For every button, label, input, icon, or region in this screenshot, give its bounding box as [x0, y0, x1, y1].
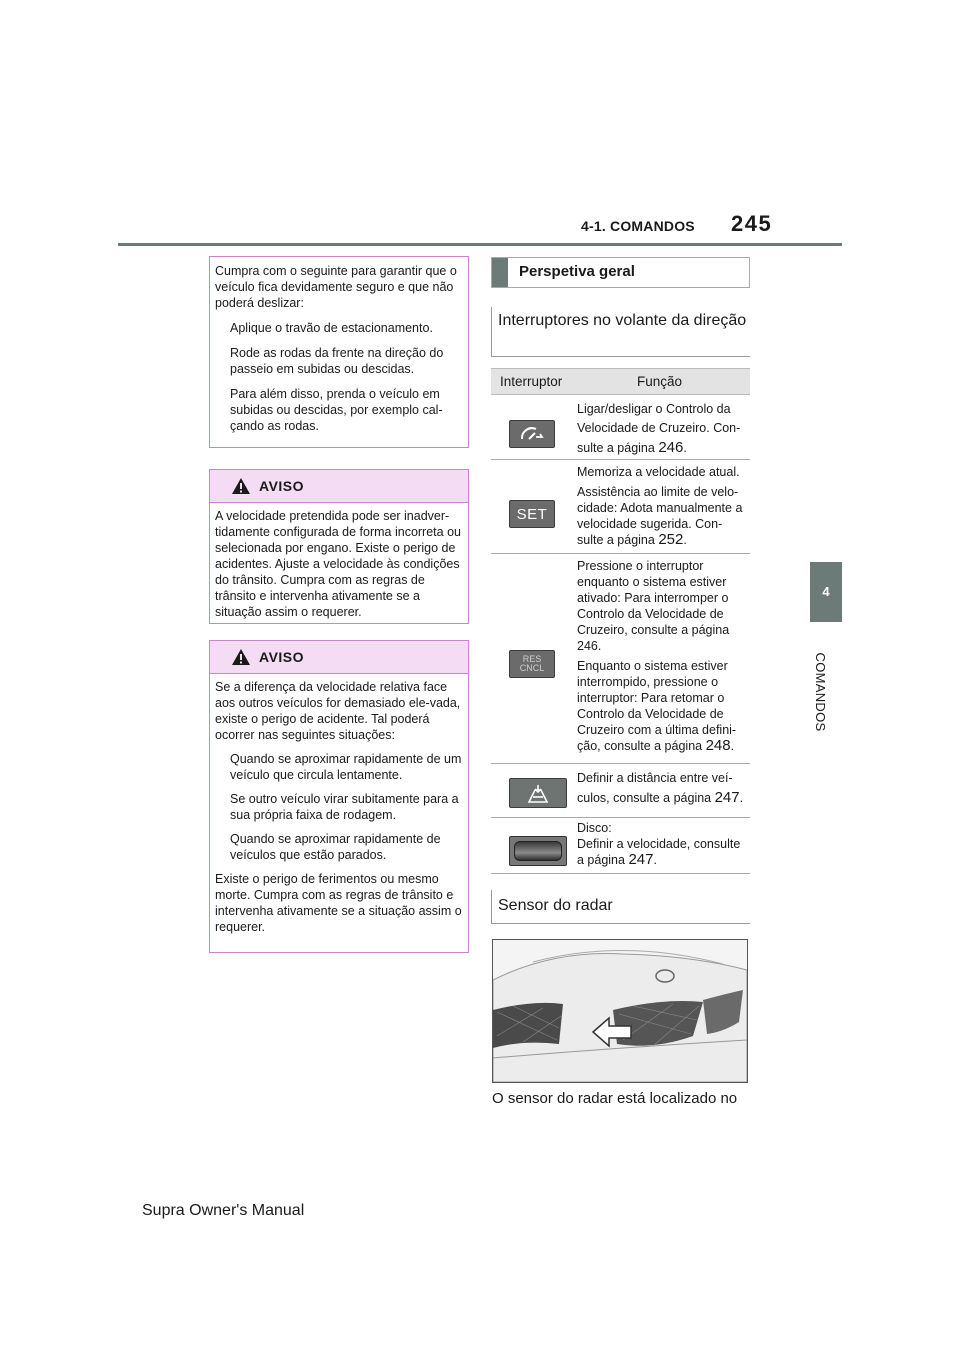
page-ref[interactable]: 248	[705, 737, 731, 754]
row-function: Memoriza a velocidade atual.	[577, 465, 740, 479]
table-header	[491, 368, 750, 395]
header-rule	[118, 243, 842, 246]
warning-text: A velocidade pretendida pode ser inadver-tidamente configurada de forma incorreta ou selecionada por engano. Existe o perigo de acidentes. Ajuste a velocidade às condições do trânsito. Cumpra com as regras de trânsito e intervenha ativamente se a situação assim o requerer.	[215, 509, 461, 619]
row-function: Pressione o interruptor enquanto o sistema estiver ativado: Para interromper o Controlo da Velocidade de Cruzeiro, consulte a página 246.	[577, 559, 730, 653]
table-row: SET Memoriza a velocidade atual. Assistência ao limite de velo-cidade: Adota manualmente a velocidade sugerida. Con- sulte a página 252.	[491, 460, 750, 554]
radar-caption: O sensor do radar está localizado no	[492, 1090, 738, 1107]
warning-icon	[231, 477, 251, 495]
table-row: Ligar/desligar o Controlo da Velocidade de Cruzeiro. Con- sulte a página 246.	[491, 396, 750, 460]
page-ref[interactable]: 247	[714, 789, 740, 806]
radar-sensor-illustration	[492, 939, 748, 1083]
page-ref[interactable]: 252	[658, 531, 684, 548]
cruise-control-icon	[509, 420, 555, 448]
warning-item: Se outro veículo virar subitamente para a sua própria faixa de rodagem.	[230, 792, 459, 822]
page-number: 245	[731, 211, 773, 236]
row-function: Definir a velocidade, consulte	[577, 837, 741, 851]
warning-title: AVISO	[259, 649, 305, 665]
table-row: Definir a distância entre veí- culos, consulte a página 247.	[491, 764, 750, 818]
warning-header	[210, 641, 468, 674]
warning-title: AVISO	[259, 478, 305, 494]
chapter-tab: 4	[810, 562, 842, 622]
page-ref[interactable]: 246	[658, 439, 684, 456]
row-function: Velocidade de Cruzeiro. Con-	[577, 421, 741, 435]
warning-icon	[231, 648, 251, 666]
row-function: Disco:	[577, 821, 612, 835]
heading-bar	[492, 258, 508, 287]
row-function: Enquanto o sistema estiver interrompido, pressione o interruptor: Para retomar o Controlo da Velocidade de Cruzeiro com a última defini-	[577, 659, 737, 737]
row-function: Ligar/desligar o Controlo da	[577, 402, 731, 416]
subheading-switches: Interruptores no volante da direção	[491, 307, 750, 357]
overview-heading	[491, 257, 750, 288]
note-intro: Cumpra com o seguinte para garantir que o veículo fica devidamente seguro e que não poderá deslizar:	[215, 264, 457, 310]
rocker-disc-icon	[509, 836, 567, 866]
warning-intro: Se a diferença da velocidade relativa face aos outros veículos for demasiado ele-vada, existe o perigo de acidente. Tal poderá ocorrer nas seguintes situações:	[215, 680, 461, 742]
note-item: Aplique o travão de estacionamento.	[230, 321, 433, 335]
row-function: Assistência ao limite de velo-cidade: Adota manualmente a velocidade sugerida. Con-	[577, 485, 743, 531]
page-ref[interactable]: 247	[628, 851, 654, 868]
col-function: Função	[637, 374, 683, 389]
footer-manual-title: Supra Owner's Manual	[142, 1202, 305, 1219]
col-switch: Interruptor	[500, 374, 563, 389]
table-row: Disco: Definir a velocidade, consulte a página 247.	[491, 818, 750, 874]
set-button-icon: SET	[509, 500, 555, 528]
warning-item: Quando se aproximar rapidamente de veículos que estão parados.	[230, 832, 441, 862]
chapter-label: COMANDOS	[813, 652, 828, 732]
warning-header	[210, 470, 468, 503]
res-cncl-button-icon: RES CNCL	[509, 650, 555, 678]
warning-item: Quando se aproximar rapidamente de um veículo que circula lentamente.	[230, 752, 462, 782]
row-function: Definir a distância entre veí-	[577, 771, 733, 785]
warning-box	[209, 469, 469, 624]
subheading-radar: Sensor do radar	[491, 890, 750, 924]
overview-title: Perspetiva geral	[519, 263, 635, 280]
table-row: RES CNCL Pressione o interruptor enquanto o sistema estiver ativado: Para interromper o Controlo da Velocidade de Cruzeiro, consulte a página 246. Enquanto o sistema estiver interrompido, pressione o interruptor: Para retomar o Controlo da Velocidade de Cruzeiro com a última defini- ção, consulte a página 248.	[491, 554, 750, 764]
warning-outro: Existe o perigo de ferimentos ou mesmo morte. Cumpra com as regras de trânsito e intervenha ativamente se a situação assim o requerer.	[215, 872, 462, 934]
note-item: Para além disso, prenda o veículo em subidas ou descidas, por exemplo cal-çando as rodas.	[230, 387, 443, 433]
section-title: 4-1. COMANDOS	[581, 218, 695, 234]
note-box	[209, 256, 469, 448]
warning-box	[209, 640, 469, 953]
distance-icon	[509, 778, 567, 808]
note-item: Rode as rodas da frente na direção do passeio em subidas ou descidas.	[230, 346, 444, 376]
